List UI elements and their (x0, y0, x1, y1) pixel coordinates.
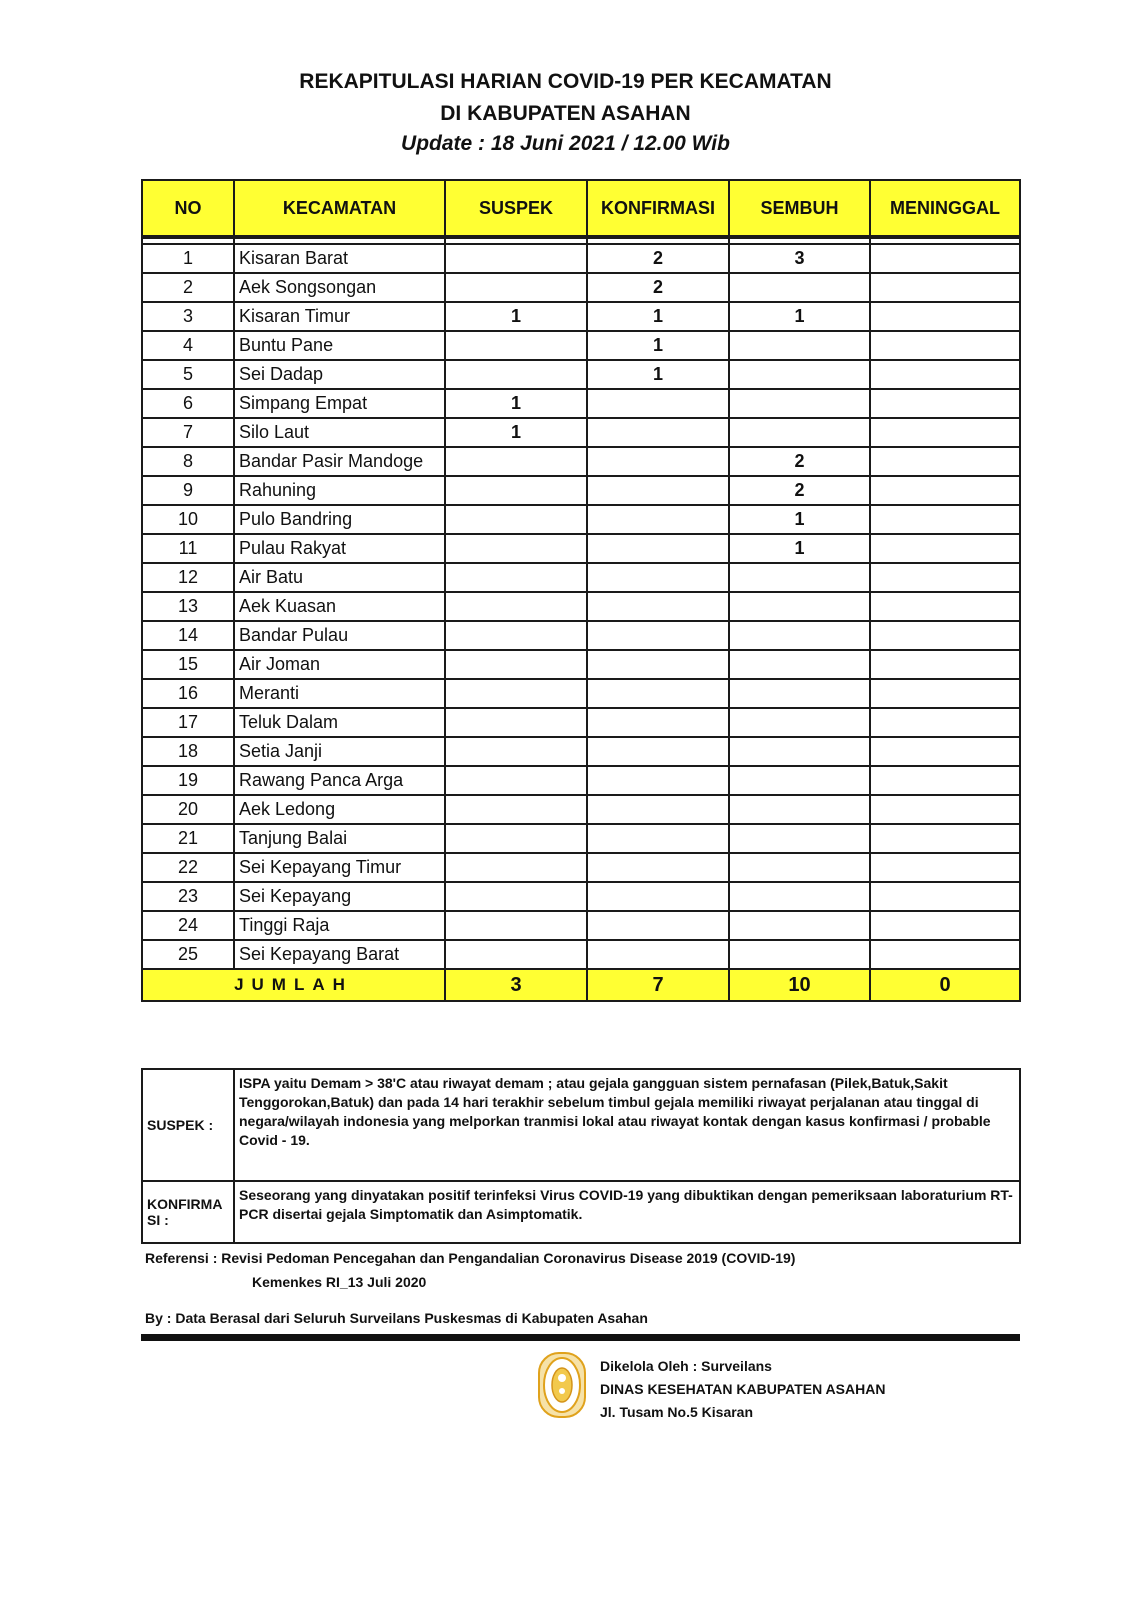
cell-meninggal (870, 563, 1020, 592)
cell-meninggal (870, 679, 1020, 708)
cell-name: Kisaran Barat (234, 244, 445, 273)
cell-suspek (445, 708, 587, 737)
cell-meninggal (870, 360, 1020, 389)
cell-sembuh (729, 824, 870, 853)
cell-no: 4 (142, 331, 234, 360)
cell-no: 21 (142, 824, 234, 853)
cell-suspek (445, 621, 587, 650)
cell-no: 25 (142, 940, 234, 969)
cell-meninggal (870, 650, 1020, 679)
cell-name: Aek Kuasan (234, 592, 445, 621)
table-row (142, 853, 1020, 882)
cell-name: Meranti (234, 679, 445, 708)
cell-konfirmasi (587, 737, 729, 766)
cell-konfirmasi (587, 824, 729, 853)
cell-sembuh: 2 (729, 447, 870, 476)
cell-sembuh: 1 (729, 302, 870, 331)
cell-konfirmasi (587, 563, 729, 592)
cell-sembuh: 3 (729, 244, 870, 273)
cell-konfirmasi (587, 592, 729, 621)
cell-meninggal (870, 853, 1020, 882)
cell-suspek (445, 534, 587, 563)
table-row (142, 882, 1020, 911)
cell-no: 9 (142, 476, 234, 505)
definition-konfirmasi-label (142, 1181, 234, 1243)
cell-suspek (445, 447, 587, 476)
cell-no: 22 (142, 853, 234, 882)
col-header-konfirmasi: KONFIRMASI (587, 180, 729, 237)
cell-name: Tanjung Balai (234, 824, 445, 853)
cell-meninggal (870, 447, 1020, 476)
definition-suspek-label: SUSPEK : (142, 1069, 234, 1181)
cell-konfirmasi (587, 853, 729, 882)
cell-name: Kisaran Timur (234, 302, 445, 331)
cell-konfirmasi (587, 534, 729, 563)
table-row (142, 534, 1020, 563)
cell-suspek (445, 650, 587, 679)
cell-name: Pulo Bandring (234, 505, 445, 534)
cell-sembuh (729, 853, 870, 882)
col-header-suspek: SUSPEK (445, 180, 587, 237)
cell-sembuh (729, 273, 870, 302)
cell-sembuh (729, 882, 870, 911)
cell-sembuh (729, 708, 870, 737)
cell-name: Rawang Panca Arga (234, 766, 445, 795)
cell-meninggal (870, 882, 1020, 911)
cell-suspek (445, 331, 587, 360)
col-header-sembuh: SEMBUH (729, 180, 870, 237)
cell-konfirmasi (587, 911, 729, 940)
table-row (142, 244, 1020, 273)
cell-suspek: 1 (445, 418, 587, 447)
cell-konfirmasi (587, 708, 729, 737)
cell-sembuh (729, 592, 870, 621)
cell-suspek (445, 244, 587, 273)
cell-suspek (445, 505, 587, 534)
reference-source: Kemenkes RI_13 Juli 2020 (252, 1274, 427, 1290)
cell-suspek (445, 476, 587, 505)
cell-name: Bandar Pulau (234, 621, 445, 650)
cell-sembuh: 1 (729, 505, 870, 534)
table-row (142, 795, 1020, 824)
cell-no: 18 (142, 737, 234, 766)
cell-no: 10 (142, 505, 234, 534)
cell-meninggal (870, 737, 1020, 766)
page-title-line1: REKAPITULASI HARIAN COVID-19 PER KECAMATAN (299, 70, 832, 93)
cell-meninggal (870, 795, 1020, 824)
cell-no: 11 (142, 534, 234, 563)
cell-sembuh (729, 563, 870, 592)
cell-meninggal (870, 476, 1020, 505)
table-row (142, 476, 1020, 505)
cell-konfirmasi (587, 505, 729, 534)
col-header-kecamatan: KECAMATAN (234, 180, 445, 237)
cell-name: Sei Kepayang Barat (234, 940, 445, 969)
cell-no: 19 (142, 766, 234, 795)
cell-no: 1 (142, 244, 234, 273)
cell-meninggal (870, 940, 1020, 969)
cell-name: Simpang Empat (234, 389, 445, 418)
total-meninggal: 0 (870, 969, 1020, 1001)
cell-no: 3 (142, 302, 234, 331)
cell-name: Sei Kepayang (234, 882, 445, 911)
cell-meninggal (870, 534, 1020, 563)
cell-konfirmasi (587, 766, 729, 795)
cell-sembuh: 2 (729, 476, 870, 505)
cell-name: Air Batu (234, 563, 445, 592)
cell-suspek (445, 737, 587, 766)
cell-konfirmasi: 1 (587, 302, 729, 331)
table-row (142, 650, 1020, 679)
cell-sembuh (729, 389, 870, 418)
table-row (142, 679, 1020, 708)
cell-meninggal (870, 708, 1020, 737)
cell-konfirmasi (587, 418, 729, 447)
cell-no: 23 (142, 882, 234, 911)
footer-divider (141, 1334, 1020, 1341)
cell-konfirmasi (587, 679, 729, 708)
cell-meninggal (870, 621, 1020, 650)
cell-sembuh (729, 766, 870, 795)
covid-recap-table (141, 179, 1021, 1002)
col-header-meninggal: MENINGGAL (870, 180, 1020, 237)
reference-text: Referensi : Revisi Pedoman Pencegahan dan Pengandalian Coronavirus Disease 2019 (COVID-19) (145, 1250, 796, 1266)
cell-suspek (445, 679, 587, 708)
cell-suspek (445, 273, 587, 302)
cell-meninggal (870, 824, 1020, 853)
header-spacer (142, 237, 1020, 244)
cell-sembuh (729, 795, 870, 824)
cell-meninggal (870, 592, 1020, 621)
cell-suspek (445, 940, 587, 969)
cell-konfirmasi (587, 447, 729, 476)
cell-suspek (445, 360, 587, 389)
cell-name: Aek Ledong (234, 795, 445, 824)
cell-no: 24 (142, 911, 234, 940)
cell-name: Bandar Pasir Mandoge (234, 447, 445, 476)
cell-no: 5 (142, 360, 234, 389)
cell-suspek: 1 (445, 302, 587, 331)
table-row (142, 621, 1020, 650)
cell-suspek (445, 766, 587, 795)
cell-name: Teluk Dalam (234, 708, 445, 737)
table-row (142, 331, 1020, 360)
cell-sembuh (729, 360, 870, 389)
definition-konfirmasi-label-2: SI : (147, 1212, 169, 1228)
definition-konfirmasi-row (142, 1181, 1020, 1243)
table-row (142, 940, 1020, 969)
col-header-no: NO (142, 180, 234, 237)
cell-name: Rahuning (234, 476, 445, 505)
cell-konfirmasi (587, 795, 729, 824)
definitions-table (141, 1068, 1021, 1244)
cell-meninggal (870, 505, 1020, 534)
cell-sembuh (729, 940, 870, 969)
total-label: JUMLAH (142, 969, 445, 1001)
update-date: Update : 18 Juni 2021 / 12.00 Wib (401, 132, 730, 155)
cell-name: Setia Janji (234, 737, 445, 766)
cell-name: Sei Kepayang Timur (234, 853, 445, 882)
total-sembuh: 10 (729, 969, 870, 1001)
total-row (142, 969, 1020, 1001)
cell-sembuh (729, 911, 870, 940)
table-row (142, 273, 1020, 302)
cell-sembuh (729, 331, 870, 360)
cell-meninggal (870, 911, 1020, 940)
cell-no: 20 (142, 795, 234, 824)
cell-konfirmasi (587, 389, 729, 418)
cell-suspek (445, 795, 587, 824)
cell-suspek (445, 882, 587, 911)
cell-name: Buntu Pane (234, 331, 445, 360)
total-suspek: 3 (445, 969, 587, 1001)
cell-konfirmasi (587, 621, 729, 650)
surveilans-epidemiologi-logo (538, 1352, 586, 1418)
table-row (142, 708, 1020, 737)
cell-name: Aek Songsongan (234, 273, 445, 302)
cell-konfirmasi (587, 882, 729, 911)
definition-konfirmasi-text: Seseorang yang dinyatakan positif terinfeksi Virus COVID-19 yang dibuktikan dengan pemeriksaan laboraturium RT-PCR disertai gejala Simptomatik dan Asimptomatik. (234, 1181, 1020, 1243)
cell-suspek (445, 563, 587, 592)
cell-konfirmasi (587, 476, 729, 505)
cell-meninggal (870, 418, 1020, 447)
cell-suspek (445, 592, 587, 621)
cell-no: 14 (142, 621, 234, 650)
cell-no: 15 (142, 650, 234, 679)
cell-no: 2 (142, 273, 234, 302)
cell-no: 16 (142, 679, 234, 708)
cell-konfirmasi (587, 650, 729, 679)
table-row (142, 911, 1020, 940)
cell-sembuh (729, 650, 870, 679)
cell-name: Air Joman (234, 650, 445, 679)
table-row (142, 505, 1020, 534)
cell-suspek (445, 911, 587, 940)
cell-name: Sei Dadap (234, 360, 445, 389)
cell-no: 6 (142, 389, 234, 418)
agency-name: DINAS KESEHATAN KABUPATEN ASAHAN (600, 1381, 886, 1397)
table-row (142, 737, 1020, 766)
table-row (142, 563, 1020, 592)
cell-sembuh (729, 621, 870, 650)
cell-konfirmasi: 2 (587, 273, 729, 302)
cell-no: 17 (142, 708, 234, 737)
cell-meninggal (870, 244, 1020, 273)
table-row (142, 360, 1020, 389)
cell-suspek (445, 824, 587, 853)
cell-sembuh: 1 (729, 534, 870, 563)
cell-konfirmasi (587, 940, 729, 969)
managed-by: Dikelola Oleh : Surveilans (600, 1358, 772, 1374)
cell-no: 13 (142, 592, 234, 621)
data-source-note: By : Data Berasal dari Seluruh Surveilans Puskesmas di Kabupaten Asahan (145, 1310, 648, 1326)
table-row (142, 418, 1020, 447)
table-row (142, 592, 1020, 621)
definition-konfirmasi-label-1: KONFIRMA (147, 1196, 223, 1212)
cell-name: Pulau Rakyat (234, 534, 445, 563)
table-row (142, 824, 1020, 853)
cell-sembuh (729, 737, 870, 766)
cell-meninggal (870, 331, 1020, 360)
total-konfirmasi: 7 (587, 969, 729, 1001)
cell-konfirmasi: 2 (587, 244, 729, 273)
cell-meninggal (870, 273, 1020, 302)
table-header-row (142, 180, 1020, 237)
agency-address: Jl. Tusam No.5 Kisaran (600, 1404, 754, 1420)
cell-konfirmasi: 1 (587, 360, 729, 389)
cell-name: Silo Laut (234, 418, 445, 447)
cell-no: 12 (142, 563, 234, 592)
cell-no: 8 (142, 447, 234, 476)
table-row (142, 389, 1020, 418)
definition-suspek-text: ISPA yaitu Demam > 38'C atau riwayat demam ; atau gejala gangguan sistem pernafasan (Pilek,Batuk,Sakit Tenggorokan,Batuk) dan pada 14 hari terakhir sebelum timbul gejala memiliki riwayat perjalanan atau tinggal di negara/wilayah indonesia yang melporkan tranmisi lokal atau riwayat kontak dengan kasus konfirmasi / probable Covid - 19. (234, 1069, 1020, 1181)
definition-suspek-row (142, 1069, 1020, 1181)
table-row (142, 766, 1020, 795)
cell-meninggal (870, 302, 1020, 331)
cell-suspek: 1 (445, 389, 587, 418)
cell-sembuh (729, 418, 870, 447)
cell-name: Tinggi Raja (234, 911, 445, 940)
table-row (142, 447, 1020, 476)
cell-suspek (445, 853, 587, 882)
cell-no: 7 (142, 418, 234, 447)
cell-sembuh (729, 679, 870, 708)
cell-meninggal (870, 389, 1020, 418)
cell-konfirmasi: 1 (587, 331, 729, 360)
cell-meninggal (870, 766, 1020, 795)
table-row (142, 302, 1020, 331)
page-title-line2: DI KABUPATEN ASAHAN (440, 102, 691, 125)
